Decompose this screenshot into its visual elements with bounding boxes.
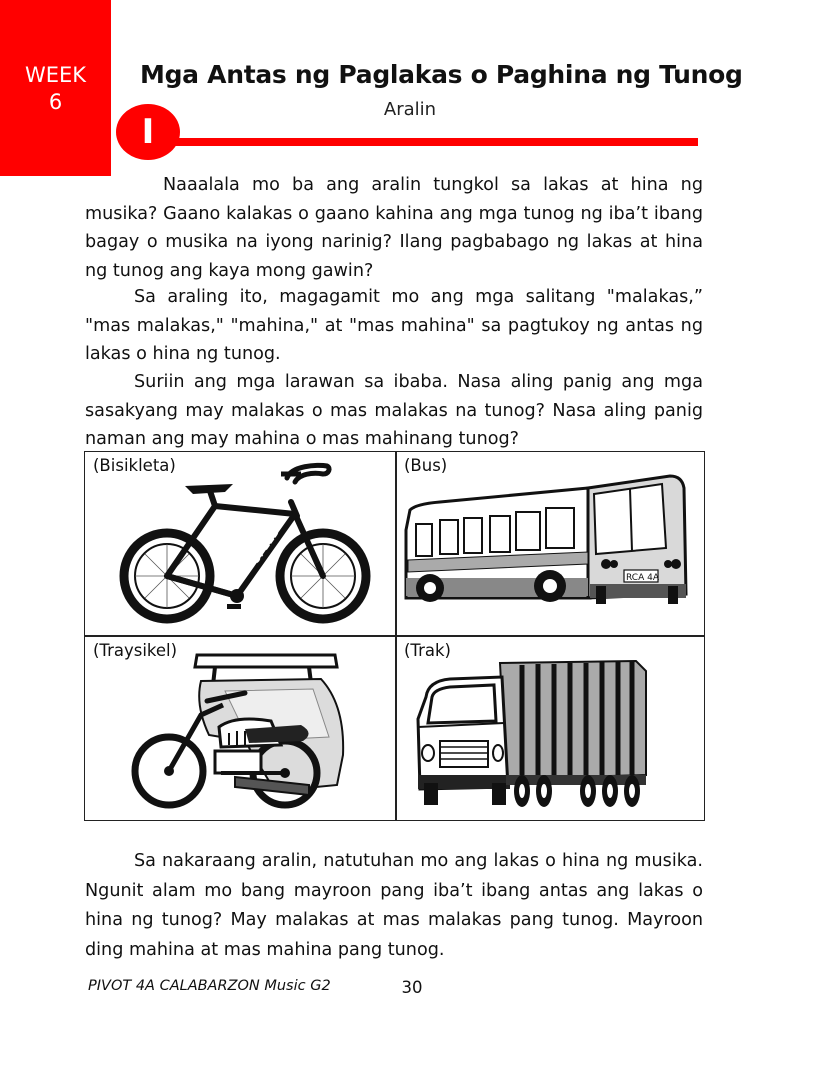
week-tab bbox=[0, 0, 111, 176]
intro-paragraph: Naaalala mo ba ang aralin tungkol sa lakas at hina ng musika? Gaano kalakas o gaano kahina ang mga tunog ng iba’t ibang bagay o musika na iyong narinig? Ilang pagbabago ng lakas at hina ng tunog ang kaya mong gawin? bbox=[85, 175, 703, 281]
bus-license-plate: RCA 4A bbox=[626, 573, 659, 583]
page-subtitle: Aralin bbox=[383, 99, 437, 120]
vehicle-cell-bus bbox=[396, 452, 704, 635]
bus-icon bbox=[400, 468, 700, 608]
bicycle-decal: SPEED bbox=[248, 525, 283, 566]
vehicle-label-tricycle: (Traysikel) bbox=[93, 641, 178, 660]
page-number: 30 bbox=[401, 978, 423, 997]
closing-paragraph: Sa nakaraang aralin, natutuhan mo ang lakas o hina ng musika. Ngunit alam mo bang mayroon pang iba’t ibang antas ang lakas o hina ng tunog? May malakas at mas malakas pang tunog. Mayroon ding mahina at mas mahina pang tunog. bbox=[85, 851, 703, 960]
vehicle-label-bicycle: (Bisikleta) bbox=[93, 456, 176, 475]
vehicle-cell-tricycle bbox=[85, 637, 395, 820]
vehicle-cell-truck bbox=[396, 637, 704, 820]
week-label: WEEK bbox=[24, 63, 87, 87]
section-marker: I bbox=[116, 104, 180, 160]
truck-icon bbox=[410, 657, 650, 817]
vehicle-label-truck: (Trak) bbox=[404, 641, 451, 660]
title-divider bbox=[172, 138, 698, 146]
week-number: 6 bbox=[48, 90, 63, 114]
footer-source: PIVOT 4A CALABARZON Music G2 bbox=[88, 978, 331, 994]
vehicle-label-bus: (Bus) bbox=[404, 456, 448, 475]
vocabulary-paragraph: Sa araling ito, magagamit mo ang mga salitang "malakas,” "mas malakas," "mahina," at "mas mahina" sa pagtukoy ng antas ng lakas o hina ng tunog. bbox=[85, 287, 703, 364]
tricycle-icon bbox=[125, 645, 345, 817]
vehicle-grid bbox=[84, 451, 705, 821]
page-title: Mga Antas ng Paglakas o Paghina ng Tunog bbox=[140, 60, 743, 89]
bicycle-icon bbox=[115, 458, 375, 630]
instruction-paragraph: Suriin ang mga larawan sa ibaba. Nasa aling panig ang mga sasakyang may malakas o mas malakas na tunog? Nasa aling panig naman ang may mahina o mas mahinang tunog? bbox=[85, 372, 703, 449]
vehicle-cell-bicycle bbox=[85, 452, 395, 635]
